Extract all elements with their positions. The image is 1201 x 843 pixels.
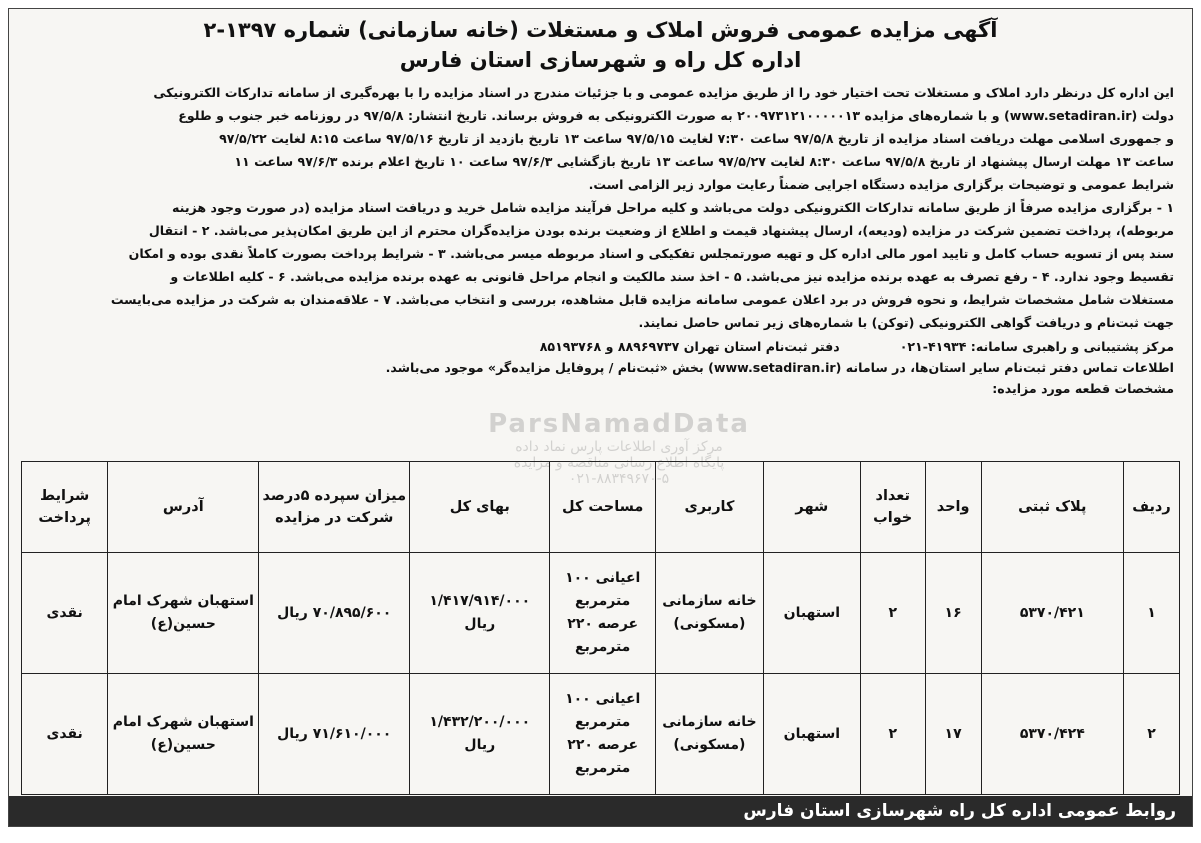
cell-area: اعیانی ۱۰۰ مترمربع عرصه ۲۲۰ مترمربع	[550, 553, 656, 674]
cell-unit: ۱۷	[925, 674, 981, 795]
contact-phones	[27, 336, 1174, 357]
watermark-line: مرکز آوری اطلاعات پارس نماد داده	[515, 439, 723, 455]
notice-title: آگهی مزایده عمومی فروش املاک و مستغلات (خانه سازمانی) شماره ۱۳۹۷-۲	[203, 18, 998, 42]
cell-bedrooms: ۲	[860, 674, 925, 795]
body-line: سند پس از تسویه حساب کامل و تایید امور مالی اداره کل و تهیه صورتمجلس تفکیکی و اسناد مربوطه میسر می‌باشد. ۳ - شرایط پرداخت بصورت کاملاً نقدی بوده و امکان	[128, 246, 1174, 261]
property-table	[21, 461, 1180, 795]
support-center: مرکز پشتیبانی و راهبری سامانه: ۴۱۹۳۴-۰۲۱	[899, 339, 1174, 354]
property-table-wrap	[21, 461, 1180, 795]
body-line: ۱ - برگزاری مزایده صرفاً از طریق سامانه تدارکات الکترونیکی دولت می‌باشد و کلیه مراحل فرآیند مزایده شامل خرید و دریافت اسناد مزایده (در صورت وجود هزینه	[172, 200, 1174, 215]
col-row-no: ردیف	[1123, 462, 1179, 553]
col-payment: شرایط پرداخت	[22, 462, 108, 553]
notice-body	[27, 81, 1174, 334]
body-line: و جمهوری اسلامی مهلت دریافت اسناد مزایده از تاریخ ۹۷/۵/۸ ساعت ۷:۳۰ لغایت ۹۷/۵/۱۵ ساعت ۱۳ تاریخ بازدید از تاریخ ۹۷/۵/۱۶ ساعت ۸:۱۵ لغایت ۹۷/۵/۲۲	[219, 131, 1174, 146]
cell-plate: ۵۳۷۰/۴۲۴	[981, 674, 1123, 795]
table-row	[22, 674, 1180, 795]
body-line: مربوطه)، پرداخت تضمین شرکت در مزایده (ودیعه)، ارسال پیشنهاد قیمت و اطلاع از وضعیت برنده بودن مزایده‌گران محترم از این طریق امکان‌پذیر می‌باشد. ۲ - انتقال	[148, 223, 1174, 238]
cell-row-no: ۱	[1123, 553, 1179, 674]
cell-usage: خانه سازمانی (مسکونی)	[656, 674, 764, 795]
cell-deposit: ۷۱/۶۱۰/۰۰۰ ریال	[259, 674, 410, 795]
cell-city: استهبان	[763, 553, 860, 674]
footer-banner	[9, 796, 1192, 826]
cell-price: ۱/۴۳۲/۲۰۰/۰۰۰ ریال	[410, 674, 550, 795]
notice-header	[9, 9, 1192, 75]
cell-plate: ۵۳۷۰/۴۲۱	[981, 553, 1123, 674]
col-plate: پلاک ثبتی	[981, 462, 1123, 553]
watermark-brand: ParsNamadData	[488, 409, 750, 439]
cell-bedrooms: ۲	[860, 553, 925, 674]
col-deposit: میزان سپرده ۵درصد شرکت در مزایده	[259, 462, 410, 553]
body-line: جهت ثبت‌نام و دریافت گواهی الکترونیکی (توکن) با شماره‌های زیر تماس حاصل نمایند.	[638, 315, 1174, 330]
cell-unit: ۱۶	[925, 553, 981, 674]
footer-text: روابط عمومی اداره کل راه شهرسازی استان فارس	[743, 801, 1176, 821]
cell-city: استهبان	[763, 674, 860, 795]
tehran-office: دفتر ثبت‌نام استان تهران ۸۸۹۶۹۷۳۷ و ۸۵۱۹۳۷۶۸	[539, 339, 840, 354]
col-address: آدرس	[108, 462, 259, 553]
body-line: مستغلات شامل مشخصات شرایط، و نحوه فروش در برد اعلان عمومی سامانه مزایده قابل مشاهده، بررسی و انتخاب می‌باشد. ۷ - علاقه‌مندان به شرکت در مزایده می‌بایست	[110, 292, 1174, 307]
col-bedrooms: تعداد خواب	[860, 462, 925, 553]
cell-deposit: ۷۰/۸۹۵/۶۰۰ ریال	[259, 553, 410, 674]
body-line: تقسیط وجود ندارد. ۴ - رفع تصرف به عهده برنده مزایده نیز می‌باشد. ۵ - اخذ سند مالکیت و انجام مراحل قانونی به عهده برنده مزایده می‌باشد. ۶ - کلیه اطلاعات و	[170, 269, 1174, 284]
col-city: شهر	[763, 462, 860, 553]
cell-row-no: ۲	[1123, 674, 1179, 795]
cell-address: استهبان شهرک امام حسین(ع)	[108, 674, 259, 795]
notice-subtitle: اداره کل راه و شهرسازی استان فارس	[399, 48, 802, 72]
other-provinces-info: اطلاعات تماس دفتر ثبت‌نام سایر استان‌ها، در سامانه (www.setadiran.ir) بخش «ثبت‌نام / پروفایل مزایده‌گر» موجود می‌باشد.	[385, 360, 1174, 375]
body-line: دولت (www.setadiran.ir) و با شماره‌های مزایده ۲۰۰۹۷۳۱۲۱۰۰۰۰۰۱۳ به صورت الکترونیکی به فروش برساند. تاریخ انتشار: ۹۷/۵/۸ در روزنامه خبر جنوب و طلوع	[178, 108, 1174, 123]
cell-payment: نقدی	[22, 553, 108, 674]
body-line: این اداره کل درنظر دارد املاک و مستغلات تحت اختیار خود را از طریق مزایده عمومی و با جزئیات مندرج در اسناد مزایده را با بهره‌گیری از سامانه تدارکات الکترونیکی	[153, 85, 1174, 100]
cell-address: استهبان شهرک امام حسین(ع)	[108, 553, 259, 674]
cell-payment: نقدی	[22, 674, 108, 795]
contact-info	[27, 336, 1174, 399]
auction-notice	[8, 8, 1193, 827]
body-line: ساعت ۱۳ مهلت ارسال پیشنهاد از تاریخ ۹۷/۵/۸ ساعت ۸:۳۰ لغایت ۹۷/۵/۲۷ ساعت ۱۳ تاریخ بازگشایی ۹۷/۶/۳ ساعت ۱۰ تاریخ اعلام برنده ۹۷/۶/۳ ساعت ۱۱	[234, 154, 1174, 169]
cell-area: اعیانی ۱۰۰ مترمربع عرصه ۲۲۰ مترمربع	[550, 674, 656, 795]
watermark-line: پایگاه اطلاع رسانی مناقصه و مزایده	[513, 455, 725, 471]
body-line: شرایط عمومی و توضیحات برگزاری مزایده دستگاه اجرایی ضمناً رعایت موارد زیر الزامی است.	[588, 177, 1174, 192]
col-area: مساحت کل	[550, 462, 656, 553]
table-row	[22, 553, 1180, 674]
cell-usage: خانه سازمانی (مسکونی)	[656, 553, 764, 674]
cell-price: ۱/۴۱۷/۹۱۴/۰۰۰ ریال	[410, 553, 550, 674]
col-unit: واحد	[925, 462, 981, 553]
specs-heading: مشخصات قطعه مورد مزایده:	[992, 381, 1174, 396]
col-price: بهای کل	[410, 462, 550, 553]
col-usage: کاربری	[656, 462, 764, 553]
watermark-phone: ۰۲۱-۸۸۳۴۹۶۷۰-۵	[568, 471, 670, 487]
table-header-row	[22, 462, 1180, 553]
